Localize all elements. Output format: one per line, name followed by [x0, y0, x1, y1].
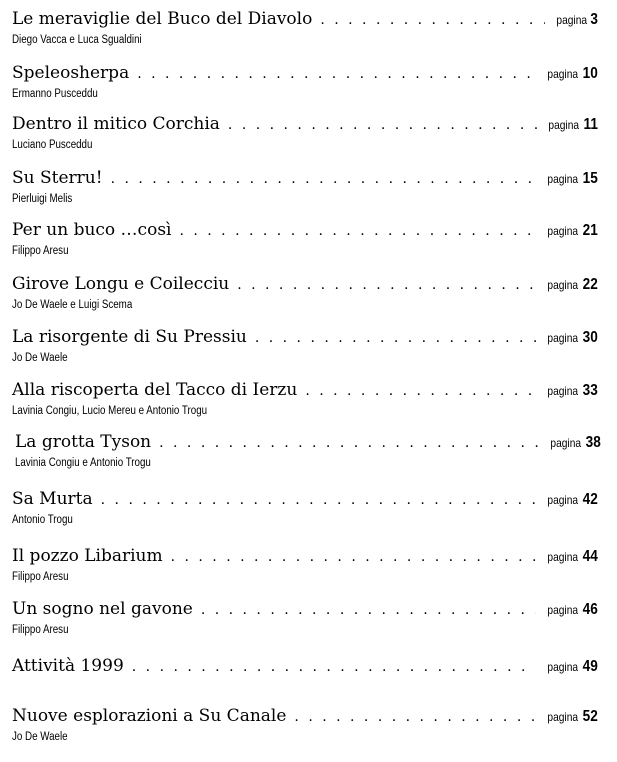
page-number: 44: [582, 548, 598, 565]
toc-entry: [12, 327, 598, 364]
toc-entry-line: [15, 432, 601, 454]
dot-leader: [111, 171, 537, 187]
toc-entry-line: [12, 274, 598, 296]
entry-author: Jo De Waele e Luigi Scema: [12, 299, 133, 311]
page-label: pagina: [547, 172, 579, 186]
page-number: 46: [582, 601, 598, 618]
page-label: pagina: [547, 278, 579, 292]
toc-entry-line: [12, 706, 598, 728]
page-label: pagina: [547, 493, 579, 507]
toc-entry-line: [12, 599, 598, 621]
page-label: pagina: [550, 436, 582, 450]
toc-entry-line: [12, 489, 598, 511]
entry-author: Antonio Trogu: [12, 514, 73, 526]
dot-leader: [159, 435, 539, 451]
entry-title: Attività 1999: [12, 656, 124, 676]
toc-entry: [12, 546, 598, 583]
toc-entry-line: [12, 114, 598, 136]
toc-entry: [12, 63, 598, 100]
entry-author: Ermanno Pusceddu: [12, 88, 98, 100]
dot-leader: [237, 277, 536, 293]
entry-title: Alla riscoperta del Tacco di Ierzu: [12, 380, 298, 400]
toc-entry: [12, 114, 598, 151]
toc-entry-line: [12, 9, 598, 31]
entry-title: Su Sterru!: [12, 168, 103, 188]
entry-title: La grotta Tyson: [15, 432, 152, 452]
toc-entry-line: [12, 168, 598, 190]
page-label: pagina: [556, 13, 588, 27]
toc-entry: [12, 432, 601, 469]
page-number: 11: [583, 116, 598, 133]
entry-title: Girove Longu e Coilecciu: [12, 274, 230, 294]
page-label: pagina: [547, 331, 579, 345]
entry-author: Pierluigi Melis: [12, 193, 73, 205]
page-number: 38: [585, 434, 601, 451]
entry-author: Luciano Pusceddu: [12, 139, 93, 151]
page-label: pagina: [547, 224, 579, 238]
page-label: pagina: [547, 67, 579, 81]
page-label: pagina: [547, 384, 579, 398]
page-number: 33: [582, 382, 598, 399]
toc-entry: [12, 274, 598, 311]
entry-title: Speleosherpa: [12, 63, 130, 83]
page-label: pagina: [547, 603, 579, 617]
toc-entry: [12, 9, 598, 46]
toc-entry: [12, 706, 598, 743]
dot-leader: [101, 492, 537, 508]
toc-entry: [12, 168, 598, 205]
dot-leader: [320, 12, 545, 28]
entry-author: Filippo Aresu: [12, 571, 69, 583]
entry-title: Il pozzo Libarium: [12, 546, 163, 566]
dot-leader: [132, 659, 536, 675]
entry-author: Filippo Aresu: [12, 624, 69, 636]
toc-entry: [12, 220, 598, 257]
entry-title: Le meraviglie del Buco del Diavolo: [12, 9, 313, 29]
toc-entry-line: [12, 63, 598, 85]
toc-entry-line: [12, 380, 598, 402]
page-number: 42: [582, 491, 598, 508]
page-number: 3: [590, 11, 598, 28]
dot-leader: [228, 117, 537, 133]
toc-entry: [12, 599, 598, 636]
dot-leader: [201, 602, 536, 618]
toc-entry-line: [12, 220, 598, 242]
dot-leader: [137, 66, 536, 82]
toc-entry-line: [12, 656, 598, 678]
page-number: 10: [582, 65, 598, 82]
page-number: 22: [582, 276, 598, 293]
entry-title: Per un buco …così: [12, 220, 172, 240]
page-label: pagina: [547, 660, 579, 674]
toc-entry: [12, 489, 598, 526]
entry-title: Dentro il mitico Corchia: [12, 114, 220, 134]
dot-leader: [255, 330, 536, 346]
entry-title: Un sogno nel gavone: [12, 599, 193, 619]
page-label: pagina: [548, 118, 580, 132]
entry-author: Jo De Waele: [12, 731, 68, 743]
page-number: 30: [582, 329, 598, 346]
dot-leader: [179, 223, 536, 239]
entry-author: Diego Vacca e Luca Sgualdini: [12, 34, 142, 46]
toc-entry-line: [12, 327, 598, 349]
entry-author: Jo De Waele: [12, 352, 68, 364]
entry-author: Lavinia Congiu e Antonio Trogu: [15, 457, 151, 469]
toc-entry: [12, 380, 598, 417]
page-label: pagina: [547, 550, 579, 564]
toc-entry: [12, 656, 598, 678]
entry-author: Lavinia Congiu, Lucio Mereu e Antonio Trogu: [12, 405, 208, 417]
page-number: 15: [582, 170, 598, 187]
page-number: 21: [582, 222, 598, 239]
page-number: 52: [582, 708, 598, 725]
entry-title: Nuove esplorazioni a Su Canale: [12, 706, 287, 726]
dot-leader: [305, 383, 536, 399]
entry-author: Filippo Aresu: [12, 245, 69, 257]
page-number: 49: [582, 658, 598, 675]
entry-title: Sa Murta: [12, 489, 93, 509]
dot-leader: [294, 709, 536, 725]
toc-entry-line: [12, 546, 598, 568]
entry-title: La risorgente di Su Pressiu: [12, 327, 247, 347]
page-label: pagina: [547, 710, 579, 724]
dot-leader: [171, 549, 537, 565]
